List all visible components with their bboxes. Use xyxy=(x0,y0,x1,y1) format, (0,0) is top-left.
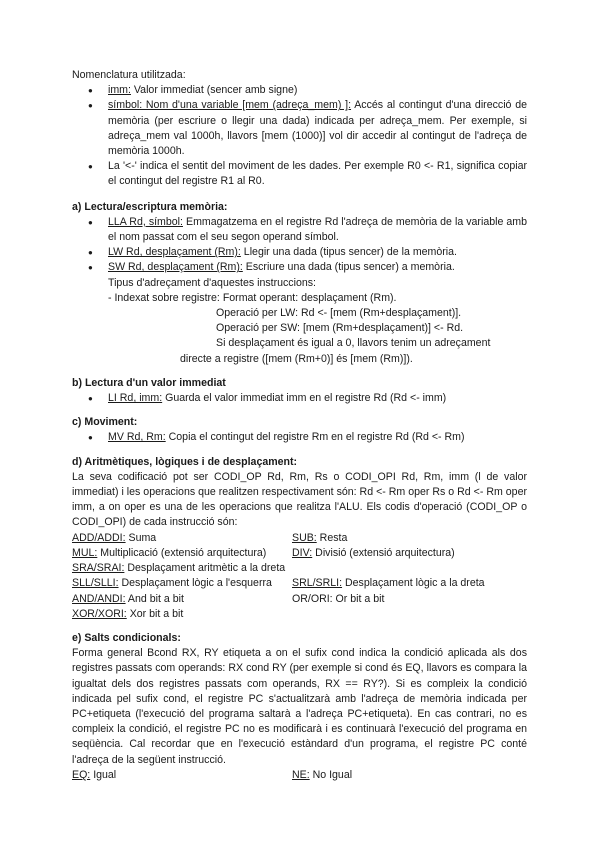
section-e-title: e) Salts condicionals: xyxy=(72,631,181,644)
operacio-sw: Operació per SW: [mem (Rm+desplaçament)] <- Rd. xyxy=(216,322,464,335)
op-row: AND/ANDI: And bit a bit OR/ORI: Or bit a bit xyxy=(72,592,385,605)
tipus-adrecament: Tipus d'adreçament d'aquestes instruccions: xyxy=(108,276,316,289)
section-a-title: a) Lectura/escriptura memòria: xyxy=(72,200,228,213)
op-row: SLL/SLLI: Desplaçament lògic a l'esquerra SRL/SRLI: Desplaçament lògic a la dreta xyxy=(72,577,485,590)
bullet-mv: ● MV Rd, Rm: Copia el contingut del registre Rm en el registre Rd (Rd <- Rm) xyxy=(72,430,527,445)
op-row: SRA/SRAI: Desplaçament aritmètic a la dreta xyxy=(72,562,286,575)
cond-row: EQ: Igual NE: No Igual xyxy=(72,768,353,781)
document-page xyxy=(72,68,527,783)
bullet-sw: ● SW Rd, desplaçament (Rm): Escriure una dada (tipus sencer) a memòria. xyxy=(72,260,527,275)
si-desplacament-1: Si desplaçament és igual a 0, llavors tenim un adreçament xyxy=(216,337,491,350)
bullet-imm: ● imm: Valor immediat (sencer amb signe) xyxy=(72,83,527,98)
bullet-lla: ● LLA Rd, símbol: Emmagatzema en el registre Rd l'adreça de memòria de la variable amb el nom passat com el seu segon operand símbol. xyxy=(72,215,527,245)
op-row: ADD/ADDI: Suma SUB: Resta xyxy=(72,531,348,544)
bullet-simbol: ● símbol: Nom d'una variable [mem (adreça_mem) ]: Accés al contingut d'una direcció de memòria (per escriure o llegir una dada) indicada per adreça_mem. Per exemple, si adreça_mem val 1000h, llavors [mem (1000)] vol dir accedir al contingut de l'adreça de memòria 1000h. xyxy=(72,98,527,159)
section-d-intro: La seva codificació pot ser CODI_OP Rd, Rm, Rs o CODI_OPI Rd, Rm, imm (l de valor immediat) i les operacions que realitzen respectivament són: Rd <- Rm oper Rs o Rd <- Rm oper imm, a on oper es una de les operacions que realitza l'ALU. Els codis d'operació (CODI_OP o CODI_OPI) de cada instrucció són: xyxy=(72,470,527,529)
indexat-registre: - Indexat sobre registre: Format operant: desplaçament (Rm). xyxy=(108,291,397,304)
op-row: XOR/XORI: Xor bit a bit xyxy=(72,607,184,620)
op-row: MUL: Multiplicació (extensió arquitectura) DIV: Divisió (extensió arquitectura) xyxy=(72,546,455,559)
section-c-title: c) Moviment: xyxy=(72,416,138,429)
section-e-text: Forma general Bcond RX, RY etiqueta a on el sufix cond indica la condició aplicada als dos registres passats com operands: RX cond RY (per exemple si cond és EQ, llavors es compara la igualtat dels dos registres passats com operands, RX == RY?). Si es compleix la condició indicada pel sufix cond, el registre PC s'actualitzarà amb l'adreça de memòria indicada per PC+etiqueta (l'execució del programa saltarà a l'adreça PC+etiqueta). En cas contrari, no es compleix la condició, el registre PC no es modificarà i es continuarà l'execució del programa en seqüència. Cal recordar que en l'execució estàndard d'un programa, el registre PC conté l'adreça de la següent instrucció. xyxy=(72,647,527,766)
section-b-title: b) Lectura d'un valor immediat xyxy=(72,376,226,389)
si-desplacament-2: directe a registre ([mem (Rm+0)] és [mem (Rm)]). xyxy=(180,352,413,365)
bullet-lw: ● LW Rd, desplaçament (Rm): Llegir una dada (tipus sencer) de la memòria. xyxy=(72,245,527,260)
bullet-arrow: ● La '<-' indica el sentit del moviment de les dades. Per exemple R0 <- R1, significa copiar el contingut del registre R1 al R0. xyxy=(72,159,527,189)
bullet-li: ● LI Rd, imm: Guarda el valor immediat imm en el registre Rd (Rd <- imm) xyxy=(72,391,527,406)
nomenclatura-title: Nomenclatura utilitzada: xyxy=(72,69,186,81)
operacio-lw: Operació per LW: Rd <- [mem (Rm+desplaçament)]. xyxy=(216,307,462,320)
section-d-title: d) Aritmètiques, lògiques i de desplaçament: xyxy=(72,455,298,468)
